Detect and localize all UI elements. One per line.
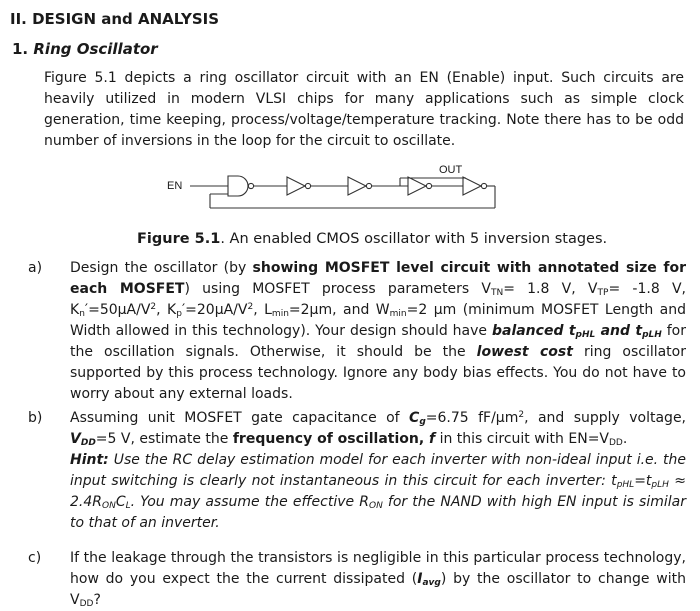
question-b-label: b) [28, 410, 43, 426]
qc-text: If the leakage through the transistors is negligible in this particular process technology, how do you expect the the current dissipated ( [70, 550, 686, 587]
question-c-label: c) [28, 550, 42, 566]
qa-sub: TN [490, 288, 504, 298]
qa-text: ′=50µA/V [84, 302, 151, 318]
qb-text: =6.75 fF/µm [425, 410, 519, 426]
inverter-4 [463, 177, 481, 195]
qa-bold-italic: balanced t [491, 323, 576, 339]
qb-symbol: f [429, 431, 436, 447]
question-c [26, 548, 686, 611]
qc-text: ) by the oscillator to change with V [70, 571, 686, 608]
qa-text: ring oscillator supported by this process technology. Ignore any body bias effects. You do not have to worry about any external loads. [70, 344, 686, 402]
section-title: II. DESIGN and ANALYSIS [10, 10, 220, 28]
hint-text: =t [634, 473, 652, 489]
qa-text: =2 µm (minimum MOSFET Length and Width allowed in this technology). Your design should have [70, 302, 686, 339]
qb-sub: g [419, 417, 426, 427]
qa-text: , K [156, 302, 177, 318]
qb-sub: DD [80, 438, 96, 448]
hint-sub: ON [368, 501, 383, 511]
qa-text: , L [253, 302, 272, 318]
qa-sub: pLH [642, 330, 662, 340]
intro-paragraph: Figure 5.1 depicts a ring oscillator circuit with an EN (Enable) input. Such circuits are heavily utilized in modern VLSI chips for many applications such as simple clock generation, time keeping, process/voltage/temperature tracking. Note there has to be odd number of inversions in the loop for the circuit to oscillate. [44, 70, 684, 149]
hint-text: C [115, 494, 126, 510]
inverter-1 [287, 177, 305, 195]
question-list [26, 258, 686, 611]
qb-symbol: C [409, 410, 420, 426]
hint-sub: pLH [651, 480, 669, 490]
qa-text: ) using MOSFET process parameters V [184, 281, 491, 297]
qa-text: ′=20µA/V [181, 302, 248, 318]
qa-text: = -1.8 V, K [70, 281, 686, 318]
qb-text: Assuming unit MOSFET gate capacitance of [70, 410, 410, 426]
qa-text: = 1.8 V, V [503, 281, 598, 297]
qa-text: Design the oscillator (by [70, 260, 253, 276]
nand-gate [228, 176, 248, 196]
qa-sub: p [176, 309, 182, 319]
nand-bubble [248, 183, 253, 188]
qa-sub: min [271, 309, 289, 319]
hint-text: . You may assume the effective R [130, 494, 369, 510]
qb-text: . [622, 431, 628, 447]
question-a-label: a) [28, 260, 43, 276]
en-label: EN [167, 180, 183, 192]
figure-caption-text: . An enabled CMOS oscillator with 5 inversion stages. [220, 231, 608, 247]
question-a [26, 258, 686, 405]
qa-sup: 2 [150, 302, 157, 312]
question-b [26, 408, 686, 534]
hint-text: ≈ 2.4R [70, 473, 686, 510]
qc-sub: DD [79, 599, 94, 609]
hint-sub: L [125, 501, 131, 511]
hint [70, 452, 686, 531]
inverter-2 [348, 177, 366, 195]
qb-symbol: V [70, 431, 81, 447]
subsection-name: Ring Oscillator [33, 40, 158, 58]
qa-bold-mosfet: showing MOSFET level circuit with annotated size for each MOSFET [70, 260, 686, 297]
qa-sub: n [79, 309, 85, 319]
out-label: OUT [439, 164, 463, 176]
qa-sup: 2 [247, 302, 254, 312]
qb-sup: 2 [518, 410, 525, 420]
qb-bold: frequency of oscillation, [232, 431, 430, 447]
hint-sub: pHL [616, 480, 635, 490]
qc-symbol: I [417, 571, 423, 587]
ring-oscillator-diagram [160, 160, 520, 222]
qb-text: =5 V, estimate the [95, 431, 233, 447]
figure-caption [137, 231, 607, 247]
hint-text: for the NAND with high EN input is similar to that of an inverter. [70, 494, 686, 531]
qa-text: =2µm, and W [288, 302, 390, 318]
hint-sub: ON [102, 501, 116, 511]
hint-text: Use the RC delay estimation model for each inverter with non-ideal input i.e. the input switching is clearly not instantaneous in this circuit for each inverter: t [70, 452, 686, 489]
figure-caption-label: Figure 5.1 [137, 231, 221, 247]
qa-text: for the oscillation signals. Otherwise, it should be the [70, 323, 686, 360]
qc-text: ? [93, 592, 101, 608]
qb-text: , and supply voltage, [524, 410, 687, 426]
subsection-title [12, 40, 158, 58]
qc-sub: avg [422, 578, 441, 588]
qa-sub: TP [597, 288, 609, 298]
subsection-number: 1. [12, 40, 29, 58]
qb-sub: DD [609, 438, 623, 448]
qa-bold-italic: and t [595, 323, 643, 339]
qb-text: in this circuit with EN=V [435, 431, 609, 447]
hint-label: Hint: [70, 452, 109, 468]
qa-bold-italic: lowest cost [476, 344, 573, 360]
inverter-3 [408, 177, 426, 195]
qa-sub: min [389, 309, 407, 319]
qa-sub: pHL [575, 330, 596, 340]
